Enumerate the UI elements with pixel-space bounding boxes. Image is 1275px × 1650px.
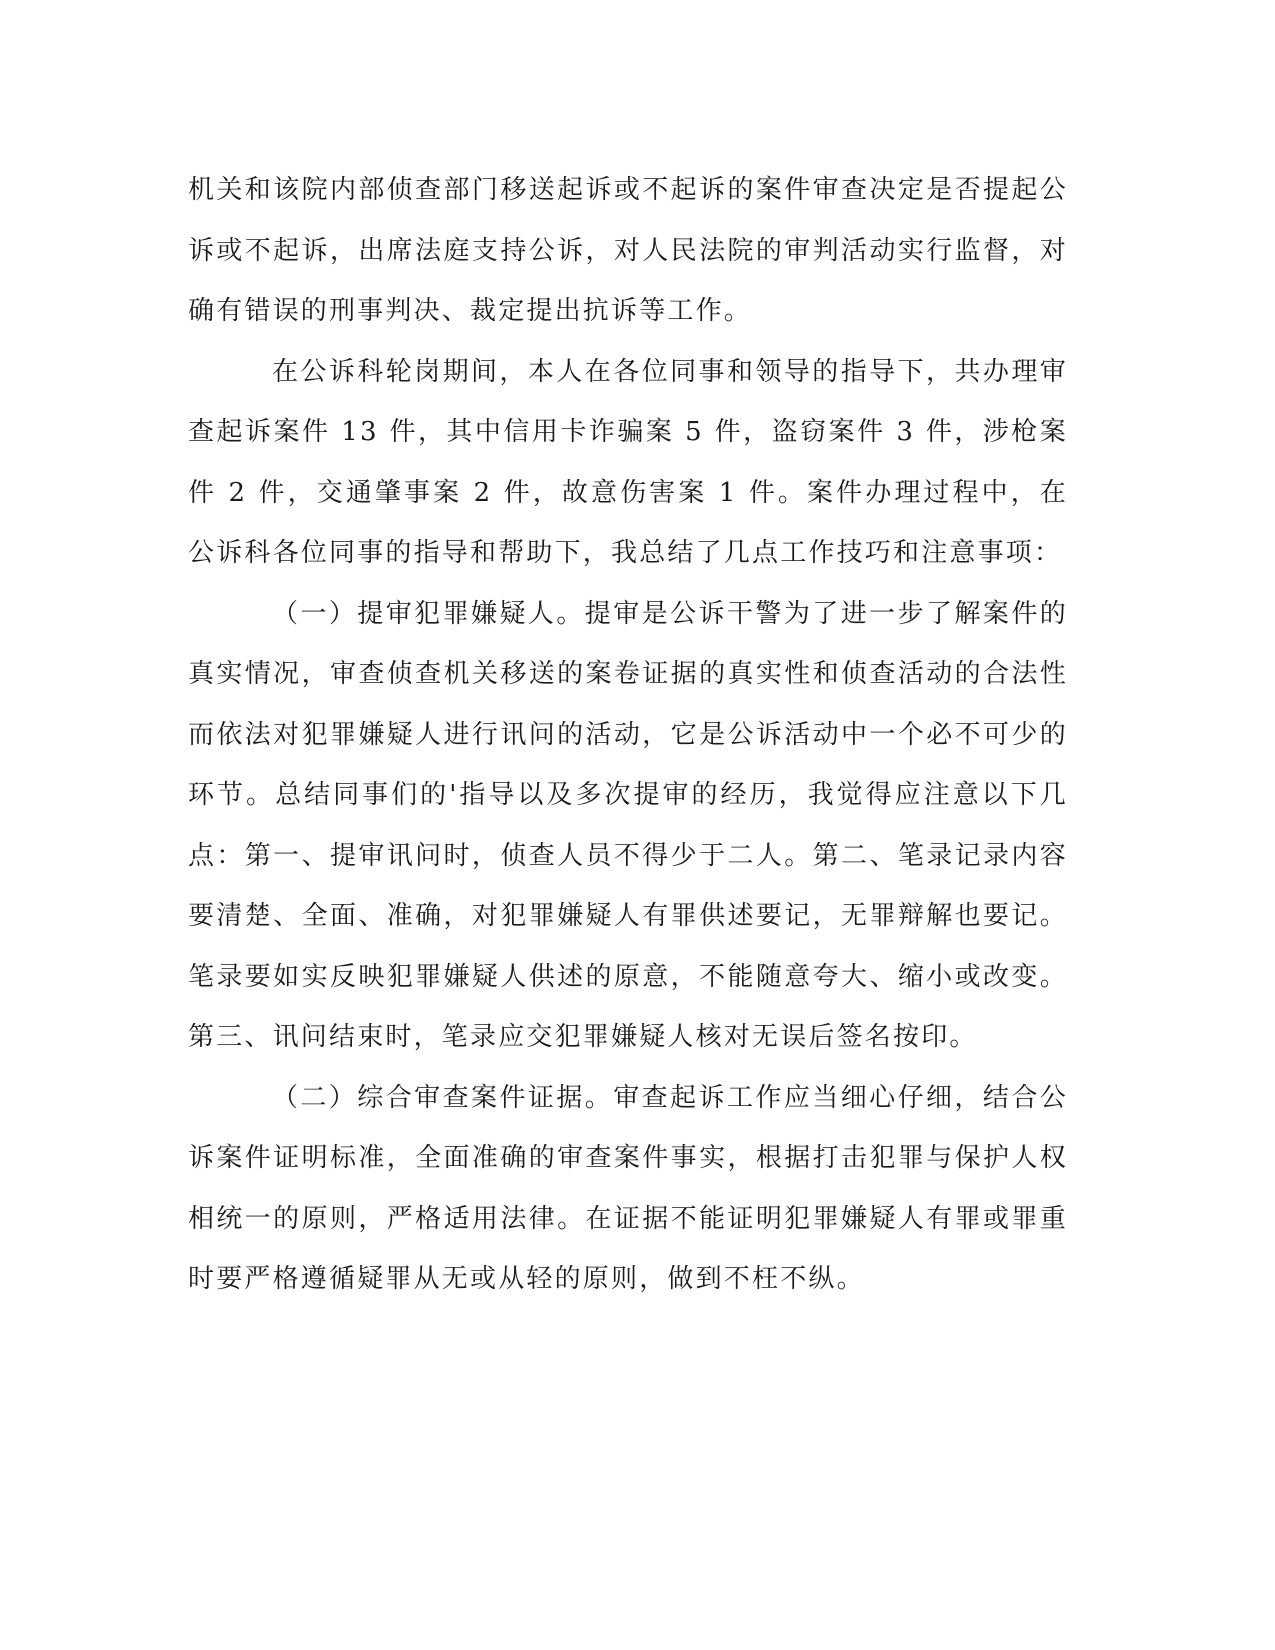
document-body	[188, 160, 1068, 1310]
paragraph-rotation-summary: 在公诉科轮岗期间，本人在各位同事和领导的指导下，共办理审查起诉案件 13 件，其中信用卡诈骗案 5 件，盗窃案件 3 件，涉枪案件 2 件，交通肇事案 2 件，故意伤害案 1 件。案件办理过程中，在公诉科各位同事的指导和帮助下，我总结了几点工作技巧和注意事项：	[188, 356, 1068, 568]
paragraph-evidence-review: （二）综合审查案件证据。审查起诉工作应当细心仔细，结合公诉案件证明标准，全面准确的审查案件事实，根据打击犯罪与保护人权相统一的原则，严格适用法律。在证据不能证明犯罪嫌疑人有罪或罪重时要严格遵循疑罪从无或从轻的原则，做到不枉不纵。	[188, 1082, 1068, 1294]
paragraph-interrogation: （一）提审犯罪嫌疑人。提审是公诉干警为了进一步了解案件的真实情况，审查侦查机关移送的案卷证据的真实性和侦查活动的合法性而依法对犯罪嫌疑人进行讯问的活动，它是公诉活动中一个必不可少的环节。总结同事们的'指导以及多次提审的经历，我觉得应注意以下几点：第一、提审讯问时，侦查人员不得少于二人。第二、笔录记录内容要清楚、全面、准确，对犯罪嫌疑人有罪供述要记，无罪辩解也要记。笔录要如实反映犯罪嫌疑人供述的原意，不能随意夸大、缩小或改变。第三、讯问结束时，笔录应交犯罪嫌疑人核对无误后签名按印。	[188, 598, 1068, 1052]
paragraph-continuation: 机关和该院内部侦查部门移送起诉或不起诉的案件审查决定是否提起公诉或不起诉，出席法庭支持公诉，对人民法院的审判活动实行监督，对确有错误的刑事判决、裁定提出抗诉等工作。	[188, 175, 1068, 326]
